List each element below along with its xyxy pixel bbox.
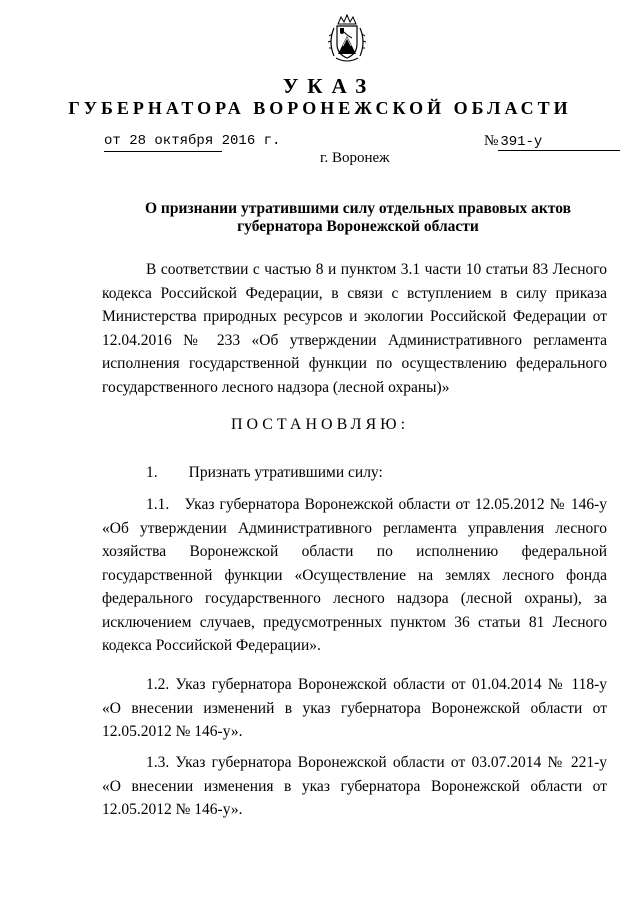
list-item: 1.3. Указ губернатора Воронежской области от 03.07.2014 № 221-у «О внесении изменения в указ губернатора Воронежской области от 12.05.2012 № 146-у». bbox=[102, 754, 607, 818]
date-text: от 28 октября 2016 г. bbox=[104, 133, 281, 149]
document-title: УКАЗ bbox=[282, 74, 376, 98]
subject-line-1: О признании утратившими силу отдельных правовых актов bbox=[144, 200, 571, 217]
number-value: 391-у bbox=[498, 134, 620, 151]
preamble-paragraph: В соответствии с частью 8 и пунктом 3.1 части 10 статьи 83 Лесного кодекса Российской Федерации, в связи с вступлением в силу приказа Министерства природных ресурсов и экологии Российской Федерации от 12.04.2016 № 233 «Об утверждении Административного регламента исполнения государственной функции по осуществлению федерального государственного лесного надзора (лесной охраны)» bbox=[102, 261, 607, 396]
document-subtitle: ГУБЕРНАТОРА ВОРОНЕЖСКОЙ ОБЛАСТИ bbox=[68, 98, 572, 118]
city-label: г. Воронеж bbox=[320, 150, 390, 166]
list-item: 1.1. Указ губернатора Воронежской области от 12.05.2012 № 146-у «Об утверждении Административного регламента управления лесного хозяйства Воронежской области по исполнению федеральной государственной функции «Осуществление на землях лесного фонда федерального государственного лесного надзора (лесной охраны), за исключением случаев, предусмотренных пунктом 36 статьи 81 Лесного кодекса Российской Федерации». bbox=[102, 496, 607, 654]
document-subject bbox=[100, 200, 616, 236]
list-item: 1.2. Указ губернатора Воронежской области от 01.04.2014 № 118-у «О внесении изменений в указ губернатора Воронежской области от 12.05.2012 № 146-у». bbox=[102, 676, 607, 740]
decree-word: ПОСТАНОВЛЯЮ: bbox=[230, 416, 410, 433]
number-prefix: № bbox=[484, 133, 499, 149]
subject-line-2: губернатора Воронежской области bbox=[237, 218, 479, 235]
date-underline bbox=[104, 151, 222, 152]
document-number bbox=[484, 133, 620, 151]
list-item: 1. Признать утратившими силу: bbox=[146, 464, 383, 481]
document-date bbox=[104, 133, 280, 149]
coat-of-arms-icon bbox=[326, 14, 368, 64]
